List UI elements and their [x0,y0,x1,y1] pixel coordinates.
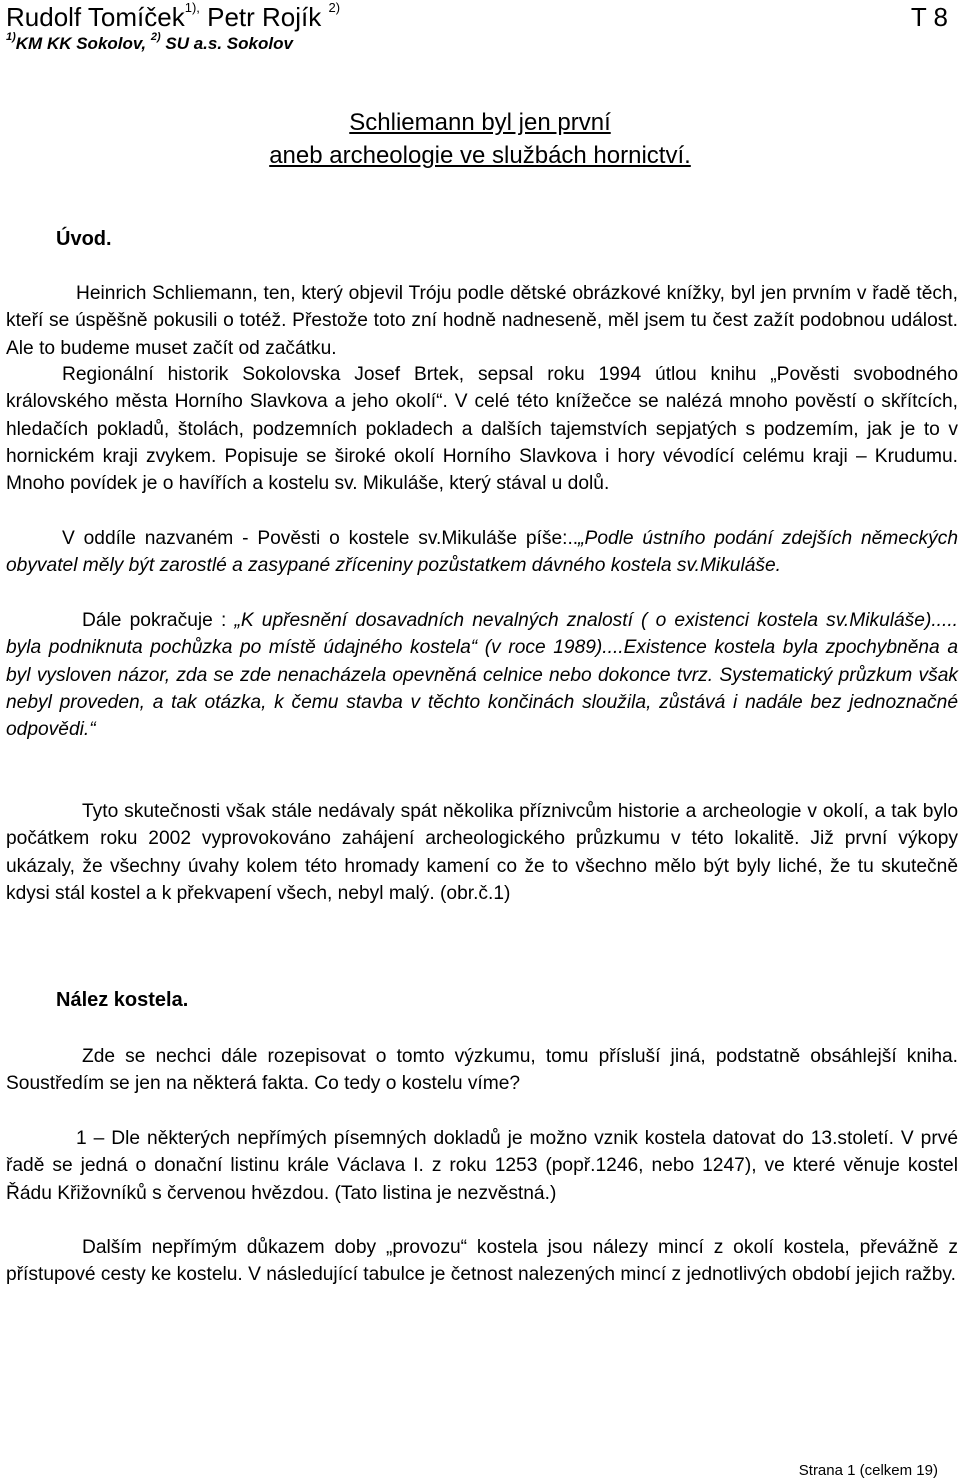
paragraph-archeology [6,798,958,907]
author-1: Rudolf Tomíček [6,2,185,32]
aff-1-sup: 1) [6,31,16,43]
paragraph-intro-text: Heinrich Schliemann, ten, který objevil Tróju podle dětské obrázkové knížky, byl jen prvním v řadě těch, kteří se úspěšně pokusili o totéž. Přestože toto zní hodně nadneseně, měl jsem tu čest zažít podobnou událost. Ale to budeme muset začít od začátku. [6,283,958,359]
paragraph-coins [6,1234,958,1289]
paragraph-coins-text: Dalším nepřímým důkazem doby „provozu“ kostela jsou nálezy mincí z okolí kostela, převážně z přístupové cesty ke kostelu. V následující tabulce je četnost nalezených mincí z jednotlivých období jejich ražby. [6,1237,958,1286]
page-number: Strana 1 (celkem 19) [798,1462,938,1479]
paragraph-quote-2-lead: Dále pokračuje : [82,610,235,631]
paragraph-research [6,1043,958,1098]
paragraph-quote-2 [6,607,958,743]
aff-1: KM KK Sokolov, [15,34,151,53]
paragraph-quote-1-lead: V oddíle nazvaném - Pověsti o kostele sv.Mikuláše píše:.. [62,528,579,549]
paragraph-brtek [6,361,958,497]
paragraph-brtek-text: Regionální historik Sokolovska Josef Brtek, sepsal roku 1994 útlou knihu „Pověsti svobodného královského města Horního Slavkova a jeho okolí“. V celé této knížečce se nalézá mnoho pověstí o skřítcích, hledačích pokladů, štolách, podzemních pokladech a dalších tajemstvích sepjatých s podzemím, jak je to v hornickém kraji zvykem. Popisuje se široké okolí Horního Slavkova i hory vévodící celému kraji – Krudumu. Mnoho povídek je o havířích a kostelu sv. Mikuláše, který stával u dolů. [6,364,958,495]
paragraph-quote-1-italic: „Podle ústního podání zdejších německých obyvatel měly být zarostlé a zasypané zříceniny pozůstatkem dávného kostela sv.Mikuláše. [6,528,958,577]
author-2-sup: 2) [328,0,341,15]
affiliation-line [6,31,293,54]
aff-2: SU a.s. Sokolov [160,34,293,53]
heading-intro: Úvod. [56,228,112,250]
paragraph-documents-text: 1 – Dle některých nepřímých písemných dokladů je možno vznik kostela datovat do 13.století. V prvé řadě se jedná o donační listinu krále Václava I. z roku 1253 (popř.1246, nebo 1247), ve které věnuje kostel Řádu Křižovníků s červenou hvězdou. (Tato listina je nezvěstná.) [6,1128,958,1204]
author-line [6,2,340,33]
heading-church-find: Nález kostela. [56,989,189,1011]
paragraph-documents [6,1125,958,1207]
paragraph-archeology-text: Tyto skutečnosti však stále nedávaly spát několika příznivcům historie a archeologie v okolí, a tak bylo počátkem roku 2002 vyprovokováno zahájení archeologického průzkumu v této lokalitě. Již první výkopy ukázaly, že všechny úvahy kolem této hromady kamení co že to všechno mělo být byly liché, že tu skutečně kdysi stál kostel a k překvapení všech, nebyl malý. (obr.č.1) [6,801,958,904]
paragraph-research-text: Zde se nechci dále rozepisovat o tomto výzkumu, tomu přísluší jiná, podstatně obsáhlejší kniha. Soustředím se jen na některá fakta. Co tedy o kostelu víme? [6,1046,958,1095]
section-code: T 8 [910,2,948,32]
title-line-2: aneb archeologie ve službách hornictví. [269,142,691,169]
paragraph-quote-1 [6,525,958,580]
paragraph-quote-2-italic: „K upřesnění dosavadních nevalných znalostí ( o existenci kostela sv.Mikuláše)..... byla podniknuta pochůzka po místě údajného kostela“ (v roce 1989)....Existence kostela byla zpochybněna a byl vysloven názor, zda se zde nenacházela opevněná celnice nebo dokonce tvrz. Systematický průzkum však nebyl proveden, a tak otázka, k čemu stavba v těchto končinách sloužila, zůstává i nadále bez jednoznačné odpovědi.“ [6,610,958,741]
title-line-1: Schliemann byl jen první [349,109,611,136]
author-1-sup: 1), [184,0,200,15]
aff-2-sup: 2) [150,31,161,43]
author-2: Petr Rojík [199,2,322,32]
paragraph-intro [6,280,958,362]
